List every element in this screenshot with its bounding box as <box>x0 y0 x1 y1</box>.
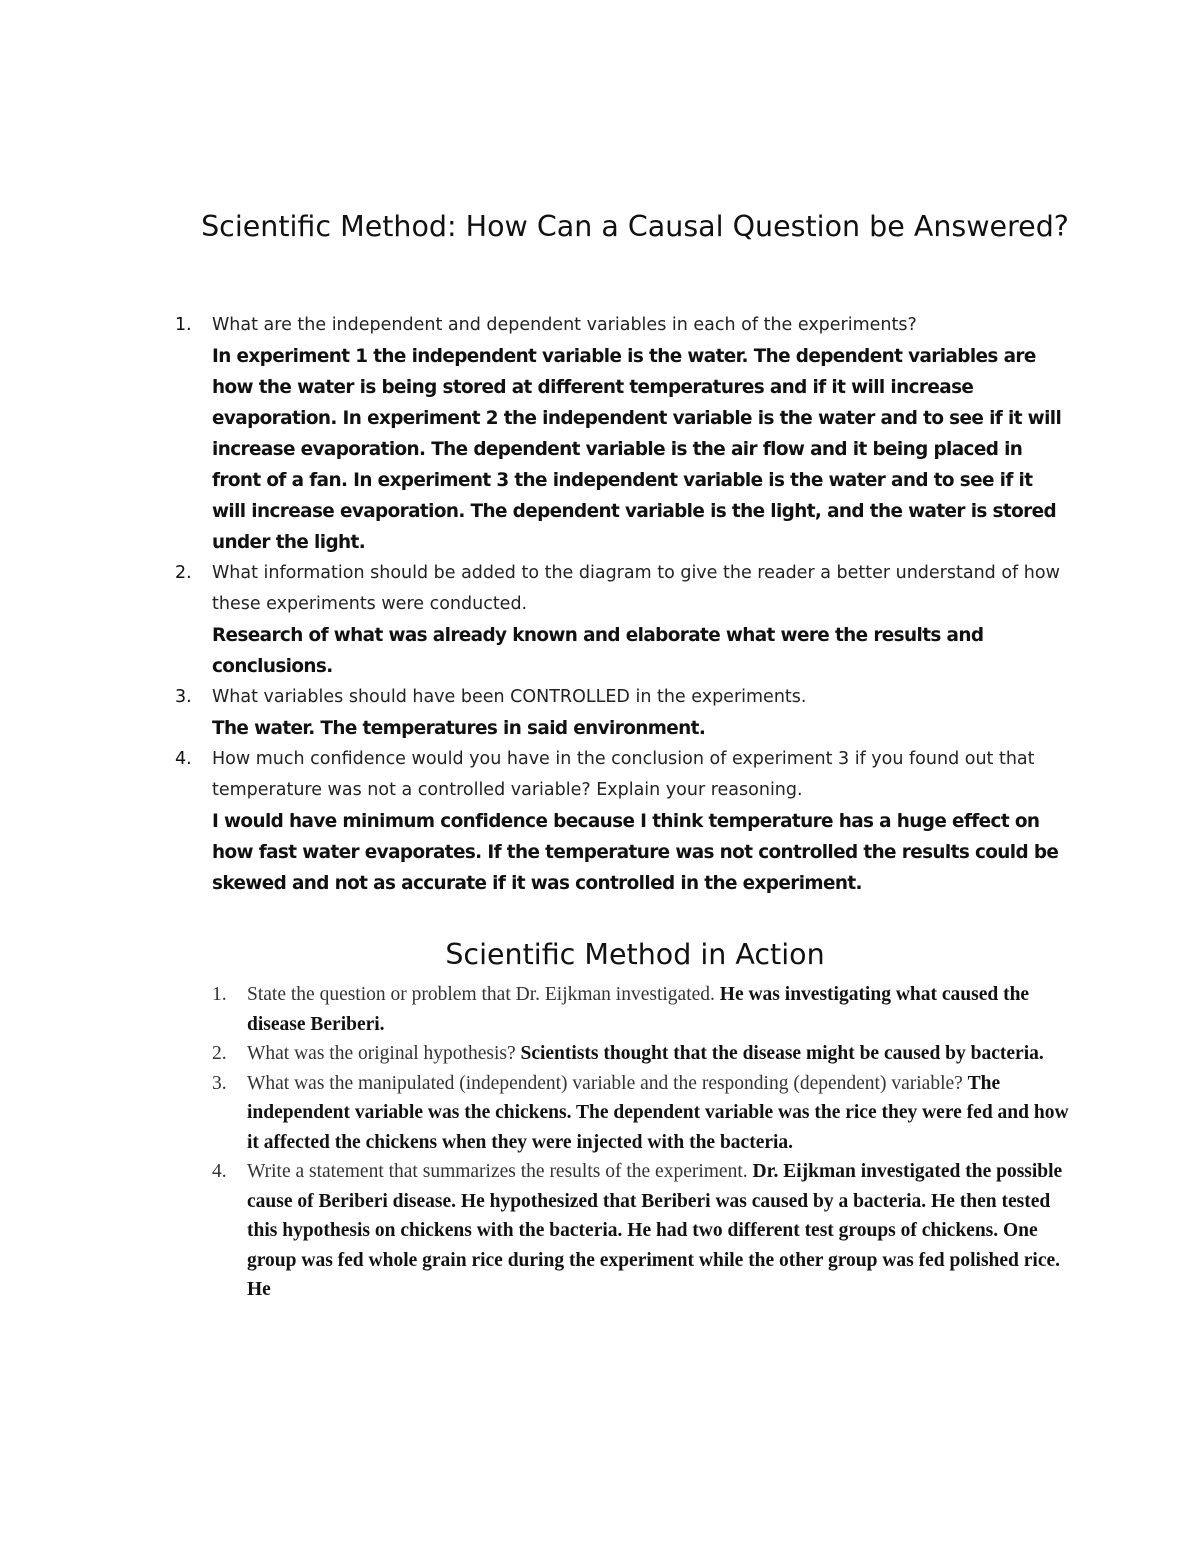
answer-text: The water. The temperatures in said environment. <box>212 718 706 739</box>
item-number: 3. <box>175 687 192 707</box>
answer-text: The independent variable was the chickens. The dependent variable was the rice they were fed and how it affected the chickens when they were injected with the bacteria. <box>247 1072 1069 1153</box>
question-text: What information should be added to the diagram to give the reader a better understand of how these experiments were conducted. <box>212 563 1060 614</box>
question-text: Write a statement that summarizes the results of the experiment. <box>247 1161 748 1182</box>
item-number: 2. <box>212 1043 227 1064</box>
item-number: 1. <box>212 984 227 1005</box>
item-number: 3. <box>212 1072 227 1094</box>
answer-text: Scientists thought that the disease might be caused by bacteria. <box>520 1043 1044 1064</box>
question-text: How much confidence would you have in the conclusion of experiment 3 if you found out that temperature was not a controlled variable? Explain your reasoning. <box>212 749 1035 800</box>
answer-text: In experiment 1 the independent variable is the water. The dependent variables are how the water is being stored at different temperatures and if it will increase evaporation. In experiment 2 the independent variable is the water and to see if it will increase evaporation. The dependent variable is the air flow and it being placed in front of a fan. In experiment 3 the independent variable is the water and to see if it will increase evaporation. The dependent variable is the light, and the water is stored under the light. <box>212 346 1062 553</box>
item-number: 4. <box>212 1161 227 1182</box>
answer-text: Research of what was already known and elaborate what were the results and conclusions. <box>212 625 984 677</box>
item-number: 4. <box>175 749 192 769</box>
list-item <box>212 1157 1072 1305</box>
page-title: Scientific Method: How Can a Causal Question be Answered? <box>201 210 1069 243</box>
question-text: What was the manipulated (independent) variable and the responding (dependent) variable? <box>247 1072 963 1094</box>
list-item <box>175 310 1065 558</box>
answer-text: I would have minimum confidence because I think temperature has a huge effect on how fast water evaporates. If the temperature was not controlled the results could be skewed and not as accurate if it was controlled in the experiment. <box>212 811 1059 894</box>
question-text: What variables should have been CONTROLLED in the experiments. <box>212 687 807 707</box>
list-item <box>212 980 1072 1039</box>
list-item <box>175 682 1065 744</box>
answer-text: Dr. Eijkman investigated the possible cause of Beriberi disease. He hypothesized that Beriberi was caused by a bacteria. He then tested this hypothesis on chickens with the bacteria. He had two different test groups of chickens. One group was fed whole grain rice during the experiment while the other group was fed polished rice. He <box>247 1161 1063 1300</box>
question-text: State the question or problem that Dr. Eijkman investigated. <box>247 984 715 1005</box>
list-item <box>175 744 1065 899</box>
item-number: 1. <box>175 315 192 335</box>
answer-text: He was investigating what caused the disease Beriberi. <box>247 984 1030 1035</box>
question-text: What are the independent and dependent variables in each of the experiments? <box>212 315 917 335</box>
question-text: What was the original hypothesis? <box>247 1043 516 1064</box>
section-title: Scientific Method in Action <box>445 938 825 971</box>
item-number: 2. <box>175 563 192 583</box>
list-item <box>212 1069 1072 1158</box>
list-item <box>212 1039 1072 1069</box>
list-item <box>175 558 1065 682</box>
causal-question-list <box>0 310 1200 899</box>
method-in-action-list <box>0 980 1200 1305</box>
